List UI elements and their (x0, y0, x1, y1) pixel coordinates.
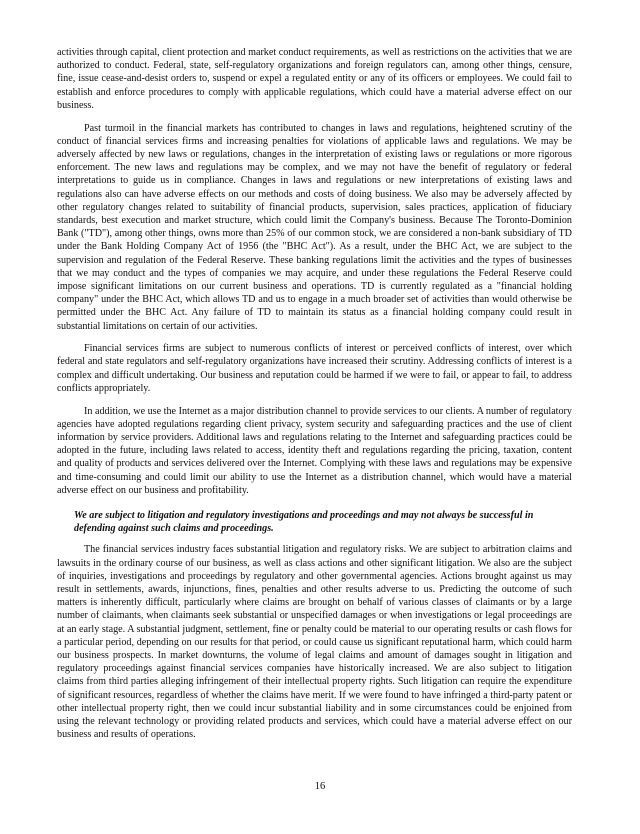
document-page (57, 46, 572, 751)
body-paragraph-2: Past turmoil in the financial markets has contributed to changes in laws and regulations, heightened scrutiny of the conduct of financial services firms and increasing penalties for violations of applicable laws and regulations. We may be adversely affected by new laws or regulations, changes in the interpretation of existing laws or regulations or more rigorous enforcement. The new laws and regulations may be complex, and we may not have the benefit of regulatory or federal interpretations to guide us in compliance. Changes in laws and regulations or new interpretations of existing laws and regulations also can have adverse effects on our methods and costs of doing business. We also may be adversely affected by other regulatory changes related to suitability of financial products, supervision, sales practices, application of fiduciary standards, best execution and market structure, which could limit the Company's business. Because The Toronto-Dominion Bank ("TD"), among other things, owns more than 25% of our common stock, we are considered a non-bank subsidiary of TD under the Bank Holding Company Act of 1956 (the "BHC Act"). As a result, under the BHC Act, we are subject to the supervision and regulation of the Federal Reserve. These banking regulations limit the activities and the types of businesses that we may conduct and the types of companies we may acquire, and under these regulations the Federal Reserve could impose significant limitations on our current business and operations. TD is currently regulated as a "financial holding company" under the BHC Act, which allows TD and us to engage in a much broader set of activities than would otherwise be permitted under the BHC Act. Any failure of TD to maintain its status as a financial holding company could result in substantial limitations on certain of our activities. (57, 122, 572, 332)
body-paragraph-3: Financial services firms are subject to numerous conflicts of interest or perceived conflicts of interest, over which federal and state regulators and self-regulatory organizations have increased their scrutiny. Addressing conflicts of interest is a complex and difficult undertaking. Our business and reputation could be harmed if we were to fail, or appear to fail, to address conflicts appropriately. (57, 343, 572, 394)
page-number: 16 (314, 781, 326, 792)
body-paragraph-4: In addition, we use the Internet as a major distribution channel to provide services to our clients. A number of regulatory agencies have adopted regulations regarding client privacy, system security and safeguarding practices and the use of client information by service providers. Additional laws and regulations relating to the Internet and safeguarding practices could be adopted in the future, including laws related to access, identity theft and regulations regarding the pricing, taxation, content and quality of products and services delivered over the Internet. Complying with these laws and regulations may be expensive and time-consuming and could limit our ability to use the Internet as a distribution channel, which would have a material adverse effect on our business and profitability. (57, 405, 572, 496)
section-heading: We are subject to litigation and regulatory investigations and proceedings and may not always be successful in defending against such claims and proceedings. (74, 510, 534, 535)
body-paragraph-5: The financial services industry faces substantial litigation and regulatory risks. We are subject to arbitration claims and lawsuits in the ordinary course of our business, as well as class actions and other significant litigation. We also are the subject of inquiries, investigations and proceedings by regulatory and other governmental agencies. Actions brought against us may result in settlements, awards, injunctions, fines, penalties and other results adverse to us. Predicting the outcome of such matters is inherently difficult, particularly where claims are brought on behalf of various classes of claimants or by a large number of claimants, when claimants seek substantial or unspecified damages or when investigations or legal proceedings are at an early stage. A substantial judgment, settlement, fine or penalty could be material to our operating results or cash flows for a particular period, depending on our results for that period, or could cause us significant reputational harm, which could harm our business prospects. In market downturns, the volume of legal claims and amount of damages sought in litigation and regulatory proceedings against financial services companies have historically increased. We are also subject to litigation claims from third parties alleging infringement of their intellectual property rights. Such litigation can require the expenditure of significant resources, regardless of whether the claims have merit. If we were found to have infringed a third-party patent or other intellectual property right, then we could incur substantial liability and in some circumstances could be enjoined from using the relevant technology or providing related products and services, which could have a material adverse effect on our business and results of operations. (57, 544, 572, 741)
body-paragraph-1: activities through capital, client protection and market conduct requirements, as well as restrictions on the activities that we are authorized to conduct. Federal, state, self-regulatory organizations and foreign regulators can, among other things, censure, fine, issue cease-and-desist orders to, suspend or expel a regulated entity or any of its officers or employees. We could fail to establish and enforce procedures to comply with applicable regulations, which could have a material adverse effect on our business. (57, 47, 572, 111)
